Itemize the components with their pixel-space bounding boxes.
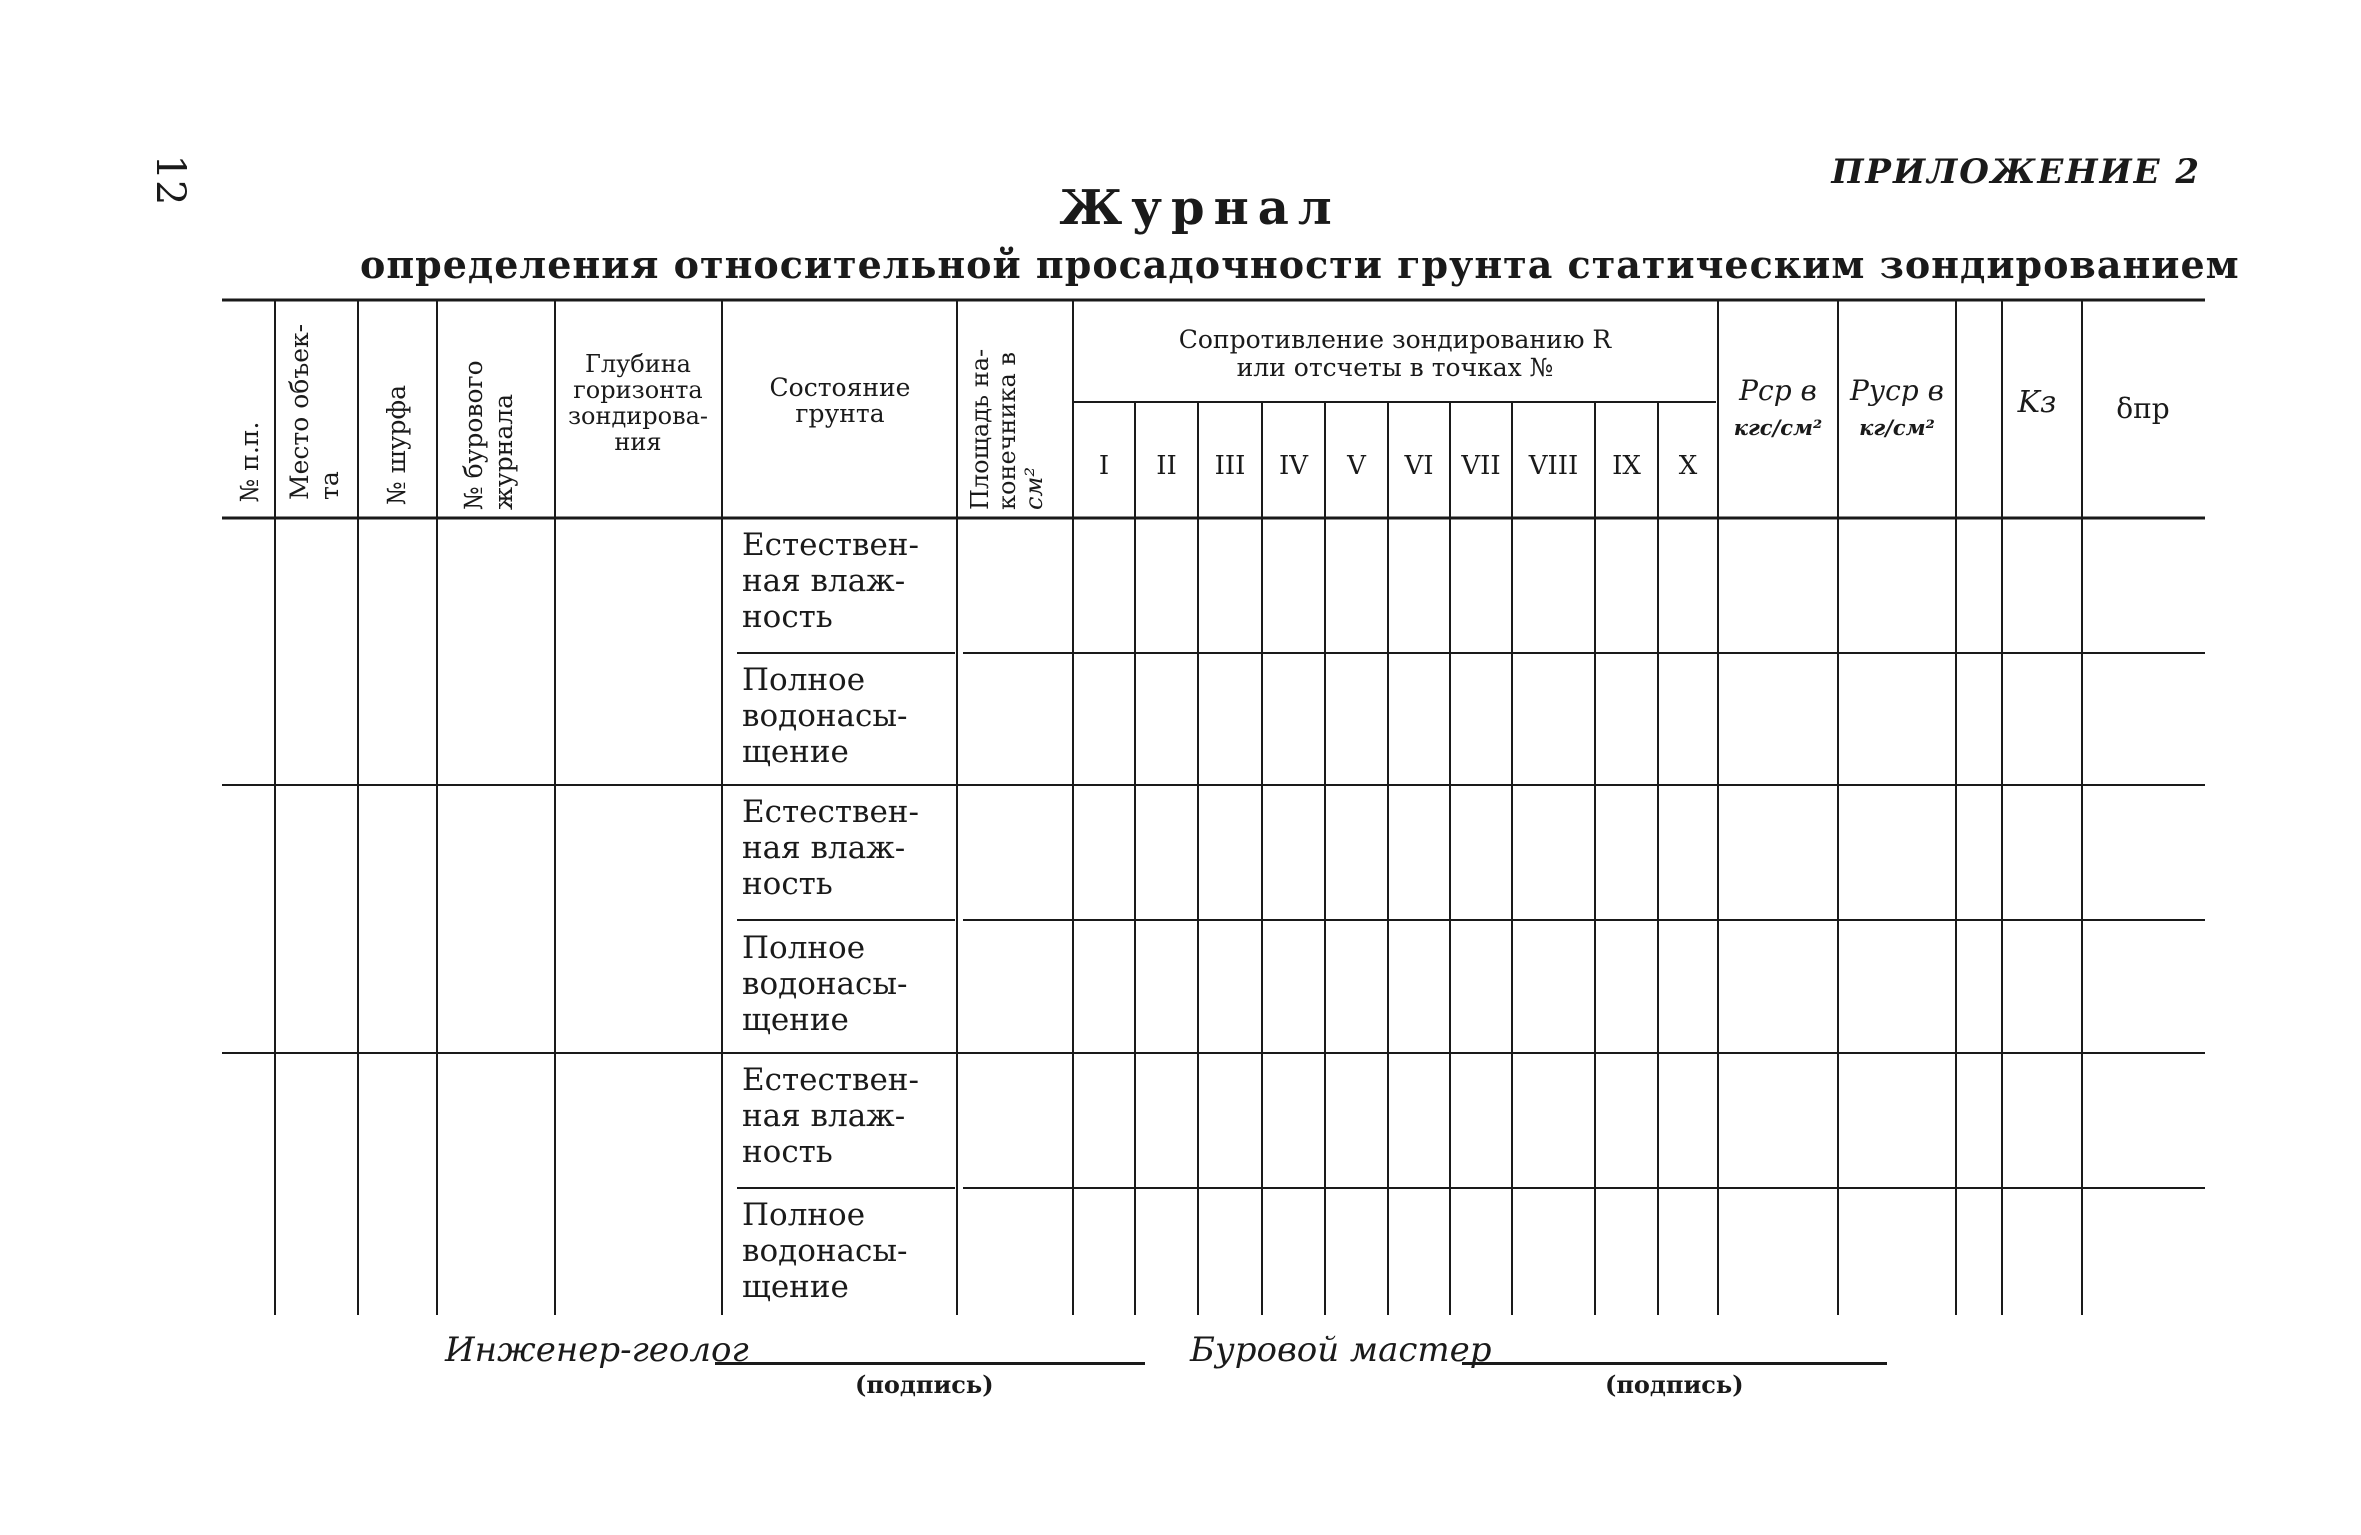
header-point-6: VI: [1404, 451, 1434, 481]
page-number: 12: [147, 154, 193, 206]
header-k: Kз: [2017, 385, 2057, 420]
header-point-4: IV: [1278, 451, 1309, 481]
state-label: Полное: [742, 662, 866, 698]
header-depth: горизонта: [573, 376, 703, 404]
master-signature-line: [1462, 1362, 1887, 1365]
journal-title: Журнал: [1059, 180, 1341, 236]
journal-subtitle: определения относительной просадочности грунта статическим зондированием: [360, 242, 2240, 287]
header-resistance: или отсчеты в точках №: [1236, 353, 1554, 382]
header-resistance: Сопротивление зондированию R: [1178, 325, 1612, 354]
header-point-10: X: [1678, 451, 1698, 481]
header-depth: Глубина: [584, 350, 692, 378]
header-state: грунта: [795, 399, 885, 428]
header-point-3: III: [1214, 451, 1246, 481]
header-p-avg-u: Pуср в: [1850, 374, 1944, 407]
state-label: Естествен-: [742, 794, 919, 830]
header-point-5: V: [1347, 451, 1366, 481]
state-label: Полное: [742, 1197, 866, 1233]
header-point-8: VIII: [1528, 451, 1579, 481]
header-point-2: II: [1156, 451, 1177, 481]
header-journal: журнала: [489, 393, 518, 510]
state-label: щение: [742, 1002, 849, 1038]
state-label: Естествен-: [742, 1062, 919, 1098]
engineer-label: Инженер-геолог: [445, 1330, 749, 1370]
header-area: Площадь на-: [966, 348, 994, 510]
state-label: водонасы-: [742, 1233, 908, 1269]
header-place: Место объек-: [285, 323, 314, 500]
header-pit: № шурфа: [382, 384, 411, 505]
header-depth: ния: [614, 428, 662, 456]
state-label: щение: [742, 734, 849, 770]
header-place: та: [315, 471, 344, 500]
header-delta: δпр: [2116, 392, 2170, 425]
state-label: ность: [742, 599, 833, 635]
state-label: ная влаж-: [742, 830, 906, 866]
header-p-avg-u-unit: кг/см²: [1859, 415, 1935, 440]
header-point-9: IX: [1612, 451, 1641, 481]
header-state: Состояние: [769, 373, 911, 402]
state-label: водонасы-: [742, 698, 908, 734]
master-label: Буровой мастер: [1190, 1330, 1492, 1370]
state-label: ная влаж-: [742, 563, 906, 599]
header-point-7: VII: [1461, 451, 1501, 481]
header-area: конечника в: [993, 352, 1021, 510]
header-area: см²: [1020, 467, 1048, 510]
appendix-label: ПРИЛОЖЕНИЕ 2: [1831, 152, 2201, 192]
state-label: ная влаж-: [742, 1098, 906, 1134]
state-label: Полное: [742, 930, 866, 966]
state-label: щение: [742, 1269, 849, 1305]
engineer-signature-line: [715, 1362, 1145, 1365]
engineer-signature-caption: (подпись): [855, 1370, 994, 1399]
master-signature-caption: (подпись): [1605, 1370, 1744, 1399]
state-label: водонасы-: [742, 966, 908, 1002]
header-num: № п.п.: [235, 421, 264, 503]
state-label: Естествен-: [742, 527, 919, 563]
state-label: ность: [742, 866, 833, 902]
state-label: ность: [742, 1134, 833, 1170]
header-journal: № бурового: [459, 360, 488, 510]
header-p-avg: Pср в: [1739, 374, 1817, 407]
header-depth: зондирова-: [567, 402, 709, 430]
header-point-1: I: [1098, 451, 1110, 481]
header-p-avg-unit: кгс/см²: [1733, 415, 1823, 440]
